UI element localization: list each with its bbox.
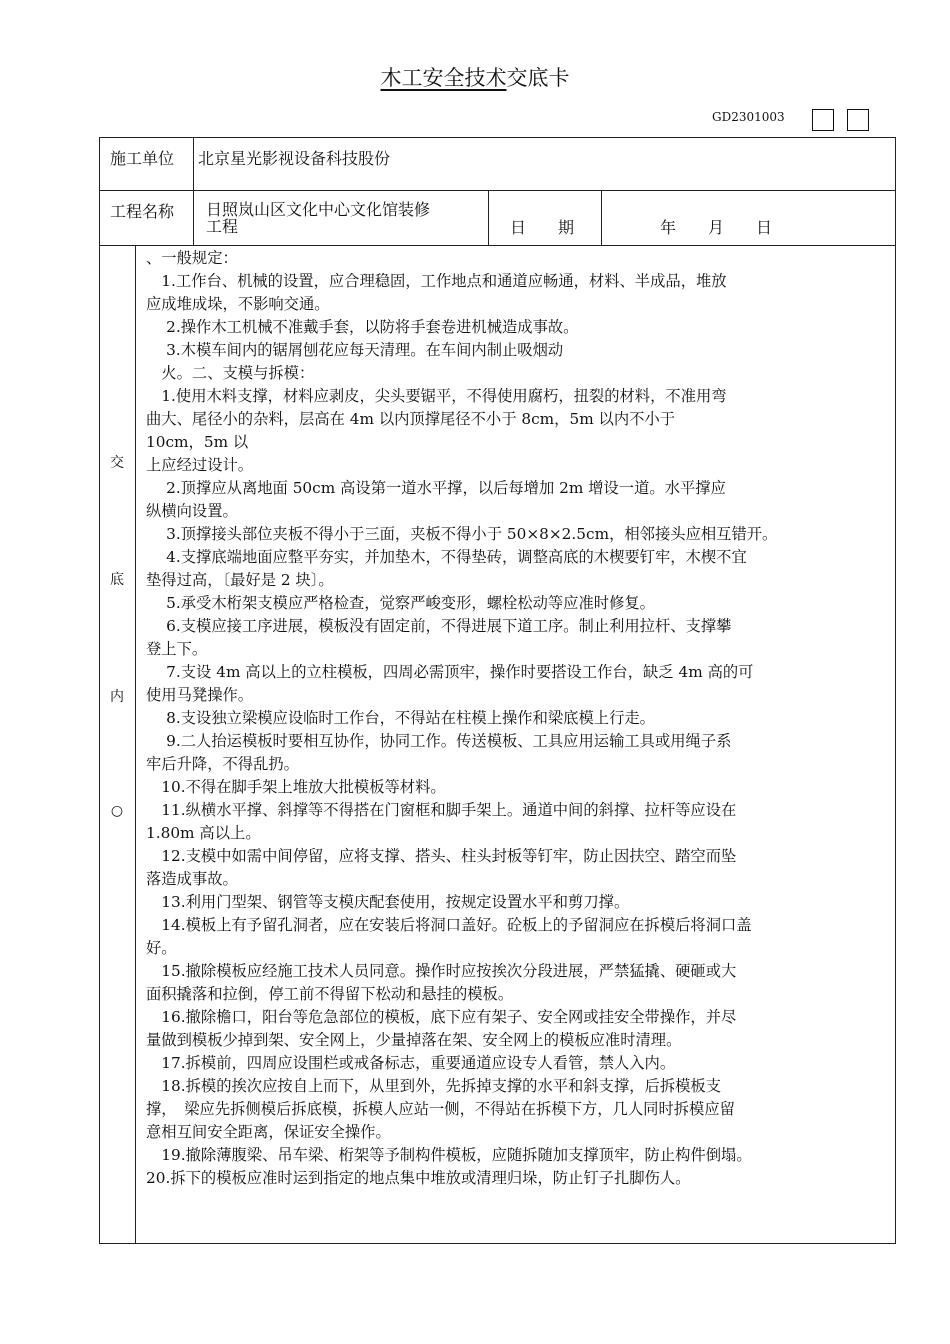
col-divider-label (193, 137, 194, 245)
content-line: 18.拆模的挨次应按自上而下，从里到外，先拆掉支撑的水平和斜支撑，后拆模板支 (146, 1077, 722, 1095)
content-line: 登上下。 (146, 640, 208, 658)
content-line: 意相互间安全距离，保证安全操作。 (146, 1123, 391, 1141)
checkbox-1[interactable] (812, 109, 834, 131)
side-label-char-1: 交 (110, 455, 124, 471)
content-line: 撑， 梁应先拆侧模后拆底模，拆模人应站一侧，不得站在拆模下方，几人同时拆模应留 (146, 1100, 735, 1118)
content-line: 16.撤除檐口，阳台等危急部位的模板，底下应有架子、安全网或挂安全带操作，并尽 (146, 1008, 737, 1026)
content-line: 15.撤除模板应经施工技术人员同意。操作时应按挨次分段进展，严禁猛撬、硬砸或大 (146, 962, 737, 980)
content-line: 17.拆模前，四周应设围栏或戒备标志，重要通道应设专人看管，禁人入内。 (146, 1054, 676, 1072)
content-line: 19.撤除薄腹梁、吊车梁、桁架等予制构件模板，应随拆随加支撑顶牢，防止构件倒塌。 (146, 1146, 752, 1164)
side-label-char-4: ○ (110, 803, 124, 819)
content-line: 10cm，5m 以 (146, 433, 249, 451)
content-line: 纵横向设置。 (146, 502, 238, 520)
checkbox-2[interactable] (847, 109, 869, 131)
col-divider-date-label (488, 191, 489, 245)
project-value-line1: 日照岚山区文化中心文化馆装修 (206, 200, 431, 219)
page-title-underlined: 木工安全技术 (380, 66, 507, 90)
content-line: 量做到模板少掉到架、安全网上，少量掉落在架、安全网上的模板应准时清理。 (146, 1031, 682, 1049)
content-line: 使用马凳操作。 (146, 686, 254, 704)
page-title (0, 62, 950, 92)
content-line: 20.拆下的模板应准时运到指定的地点集中堆放或清理归垛，防止钉子扎脚伤人。 (146, 1169, 691, 1187)
content-line: 牢后升降，不得乱扔。 (146, 755, 299, 773)
project-label: 工程名称 (110, 202, 175, 221)
content-line: 3.顶撑接头部位夹板不得小于三面，夹板不得小于 50×8×2.5cm，相邻接头应相互错开。 (146, 525, 778, 543)
content-line: 火。二、支模与拆模： (146, 364, 315, 382)
content-line: 1.80m 高以上。 (146, 824, 261, 842)
content-line: 落造成事故。 (146, 870, 238, 888)
content-line: 9.二人抬运模板时要相互协作，协同工作。传送模板、工具应用运输工具或用绳子系 (146, 732, 732, 750)
form-code: GD2301003 (712, 110, 785, 124)
content-line: 3.木模车间内的锯屑刨花应每天清理。在车间内制止吸烟动 (146, 341, 564, 359)
content-line: 面积撬落和拉倒，停工前不得留下松动和悬挂的模板。 (146, 985, 514, 1003)
content-line: 8.支设独立梁模应设临时工作台，不得站在柱模上操作和梁底模上行走。 (146, 709, 655, 727)
unit-label: 施工单位 (110, 149, 175, 168)
content-line: 14.模板上有予留孔洞者，应在安装后将洞口盖好。砼板上的予留洞应在拆模后将洞口盖 (146, 916, 752, 934)
content-line: 曲大、尾径小的杂料，层高在 4m 以内顶撑尾径不小于 8cm，5m 以内不小于 (146, 410, 676, 428)
date-value: 年 月 日 (660, 218, 773, 237)
col-divider-date-value (601, 191, 602, 245)
content-line: 1.使用木料支撑，材料应剥皮，尖头要锯平，不得使用腐朽，扭裂的材料，不准用弯 (146, 387, 727, 405)
content-line: 5.承受木桁架支模应严格检查，觉察严峻变形，螺栓松动等应准时修复。 (146, 594, 655, 612)
content-line: 6.支模应接工序进展，模板没有固定前，不得进展下道工序。制止利用拉杆、支撑攀 (146, 617, 732, 635)
content-line: 11.纵横水平撑、斜撑等不得搭在门窗框和脚手架上。通道中间的斜撑、拉杆等应设在 (146, 801, 737, 819)
side-label-char-3: 内 (110, 689, 124, 705)
side-label-char-2: 底 (110, 572, 124, 588)
content-line: 好。 (146, 939, 177, 957)
content-line: 应成堆成垛，不影响交通。 (146, 295, 330, 313)
project-value (206, 201, 430, 235)
project-value-line2: 工程 (206, 217, 239, 236)
row-divider-2 (99, 245, 896, 246)
disclosure-content (146, 247, 894, 1190)
content-line: 13.利用门型架、钢管等支模庆配套使用，按规定设置水平和剪刀撑。 (146, 893, 630, 911)
content-line: 1.工作台、机械的设置，应合理稳固，工作地点和通道应畅通，材料、半成品，堆放 (146, 272, 727, 290)
row-divider-1 (99, 190, 896, 191)
page-title-rest: 交底卡 (506, 66, 570, 90)
content-line: 垫得过高，〔最好是 2 块〕。 (146, 571, 334, 589)
content-line: 4.支撑底端地面应整平夯实，并加垫木，不得垫砖，调整高底的木楔要钉牢，木楔不宜 (146, 548, 747, 566)
content-line: 7.支设 4m 高以上的立柱模板，四周必需顶牢，操作时要搭设工作台，缺乏 4m 高的可 (146, 663, 754, 681)
col-divider-side (135, 245, 136, 1244)
unit-value: 北京星光影视设备科技股份 (198, 149, 391, 168)
content-line: 2.操作木工机械不准戴手套，以防将手套卷进机械造成事故。 (146, 318, 579, 336)
content-line: 2.顶撑应从离地面 50cm 高设第一道水平撑，以后每增加 2m 增设一道。水平撑应 (146, 479, 726, 497)
content-line: 12.支模中如需中间停留，应将支撑、搭头、柱头封板等钉牢，防止因扶空、踏空而坠 (146, 847, 737, 865)
content-line: 上应经过设计。 (146, 456, 254, 474)
content-line: 10.不得在脚手架上堆放大批模板等材料。 (146, 778, 446, 796)
content-line: 、一般规定： (146, 249, 238, 267)
date-label: 日 期 (510, 218, 575, 237)
